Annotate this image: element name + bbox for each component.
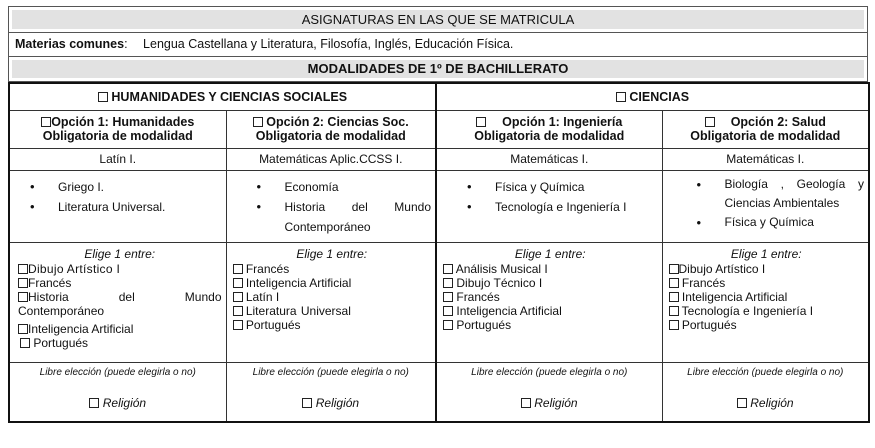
elective-item[interactable] xyxy=(18,336,222,350)
core-cell-2 xyxy=(226,170,436,242)
core-subject: • Literatura Universal. xyxy=(58,197,226,217)
core-subject: • Física y Química xyxy=(725,213,865,232)
elective-checkbox[interactable] xyxy=(233,292,243,302)
free-label: Libre elección (puede elegirla o no) xyxy=(687,366,844,378)
elective-label: Literatura Universal xyxy=(245,303,351,318)
free-cell-3 xyxy=(436,362,662,422)
choose-label-2: Elige 1 entre: xyxy=(296,246,368,261)
common-subjects-row xyxy=(8,33,868,57)
core-subject: • Economía xyxy=(285,177,432,197)
elective-label: Inteligencia Artificial xyxy=(245,275,352,290)
mandatory-4: Matemáticas I. xyxy=(662,148,869,170)
elective-item[interactable] xyxy=(669,318,865,332)
elective-checkbox[interactable] xyxy=(233,264,243,274)
core-subject: • Tecnología e Ingeniería I xyxy=(495,197,662,217)
elective-label: Dibujo Técnico I xyxy=(456,275,543,290)
core-cell-3 xyxy=(436,170,662,242)
elective-item[interactable] xyxy=(669,276,865,290)
option-cell-1 xyxy=(9,110,226,148)
page-title: ASIGNATURAS EN LAS QUE SE MATRICULA xyxy=(12,10,864,29)
free-label: Libre elección (puede elegirla o no) xyxy=(471,366,628,378)
elective-checkbox[interactable] xyxy=(669,292,679,302)
religion-label: Religión xyxy=(534,395,578,410)
elective-checkbox[interactable] xyxy=(443,320,453,330)
elective-label: Portugués xyxy=(681,317,737,332)
elective-label: Inteligencia Artificial xyxy=(681,289,788,304)
electives-cell-1 xyxy=(9,242,226,362)
elective-item[interactable] xyxy=(669,290,865,304)
mandatory-1: Latín I. xyxy=(9,148,226,170)
group-humanities xyxy=(9,83,436,110)
elective-label: Francés xyxy=(245,261,290,276)
option-1-title: Opción 1: Humanidades xyxy=(51,115,195,129)
elective-item[interactable] xyxy=(443,318,658,332)
elective-item[interactable] xyxy=(443,304,658,318)
elective-checkbox[interactable] xyxy=(443,278,453,288)
core-subject: • Biología , Geología y Ciencias Ambientales xyxy=(725,175,865,213)
option-1-checkbox[interactable] xyxy=(41,117,51,127)
elective-label: Dibujo Artístico I xyxy=(678,261,766,276)
religion-checkbox[interactable] xyxy=(302,398,312,408)
option-3-checkbox[interactable] xyxy=(476,117,486,127)
elective-checkbox[interactable] xyxy=(669,306,679,316)
group-sciences-checkbox[interactable] xyxy=(616,92,626,102)
core-subject: • Griego I. xyxy=(58,177,226,197)
electives-cell-2 xyxy=(226,242,436,362)
option-3-subtitle: Obligatoria de modalidad xyxy=(474,129,625,143)
modalities-title: MODALIDADES DE 1º DE BACHILLERATO xyxy=(12,60,864,78)
group-sciences xyxy=(436,83,869,110)
elective-item[interactable] xyxy=(18,276,222,290)
option-4-subtitle: Obligatoria de modalidad xyxy=(690,129,841,143)
elective-item[interactable] xyxy=(669,304,865,318)
religion-checkbox[interactable] xyxy=(737,398,747,408)
option-1-subtitle: Obligatoria de modalidad xyxy=(42,129,193,143)
free-choice-row xyxy=(9,362,869,422)
modalities-bar xyxy=(8,57,868,82)
elective-checkbox[interactable] xyxy=(443,292,453,302)
elective-checkbox[interactable] xyxy=(18,264,28,274)
group-humanities-label: HUMANIDADES Y CIENCIAS SOCIALES xyxy=(111,89,348,104)
elective-label: Inteligencia Artificial xyxy=(456,303,562,318)
elective-item[interactable] xyxy=(443,290,658,304)
elective-item[interactable] xyxy=(18,322,222,336)
elective-item[interactable] xyxy=(233,290,432,304)
elective-label: Historia del Mundo Contemporáneo xyxy=(18,289,222,318)
elective-item[interactable] xyxy=(233,262,432,276)
core-cell-1 xyxy=(9,170,226,242)
common-subjects-text: Lengua Castellana y Literatura, Filosofía, Inglés, Educación Física. xyxy=(143,37,514,51)
religion-item[interactable] xyxy=(227,396,436,410)
religion-checkbox[interactable] xyxy=(89,398,99,408)
elective-item[interactable] xyxy=(443,276,658,290)
mandatory-3: Matemáticas I. xyxy=(436,148,662,170)
core-subjects-row xyxy=(9,170,869,242)
mandatory-2: Matemáticas Aplic.CCSS I. xyxy=(226,148,436,170)
elective-checkbox[interactable] xyxy=(233,278,243,288)
elective-label: Latín I xyxy=(245,289,280,304)
electives-cell-3 xyxy=(436,242,662,362)
elective-checkbox[interactable] xyxy=(18,278,28,288)
free-label: Libre elección (puede elegirla o no) xyxy=(39,366,196,378)
option-3-title: Opción 1: Ingeniería xyxy=(502,115,623,129)
elective-checkbox[interactable] xyxy=(443,264,453,274)
mandatory-row xyxy=(9,148,869,170)
religion-label: Religión xyxy=(750,395,794,410)
free-cell-2 xyxy=(226,362,436,422)
option-title-row xyxy=(9,110,869,148)
elective-checkbox[interactable] xyxy=(20,338,30,348)
choose-label-3: Elige 1 entre: xyxy=(514,246,586,261)
elective-checkbox[interactable] xyxy=(233,306,243,316)
religion-checkbox[interactable] xyxy=(521,398,531,408)
electives-row xyxy=(9,242,869,362)
free-cell-1 xyxy=(9,362,226,422)
option-2-subtitle: Obligatoria de modalidad xyxy=(255,129,406,143)
option-cell-2 xyxy=(226,110,436,148)
religion-label: Religión xyxy=(102,395,147,410)
elective-checkbox[interactable] xyxy=(233,320,243,330)
elective-checkbox[interactable] xyxy=(669,264,679,274)
elective-item[interactable] xyxy=(18,290,222,318)
elective-checkbox[interactable] xyxy=(669,278,679,288)
core-subject: • Física y Química xyxy=(495,177,662,197)
core-subject: • Historia del Mundo Contemporáneo xyxy=(285,197,432,237)
enrollment-form xyxy=(8,6,868,423)
elective-label: Portugués xyxy=(456,317,512,332)
elective-label: Análisis Musical I xyxy=(455,261,548,276)
free-cell-4 xyxy=(662,362,869,422)
elective-item[interactable] xyxy=(233,318,432,332)
title-bar xyxy=(8,6,868,33)
choose-label-1-colon: : xyxy=(151,246,156,261)
elective-label: Inteligencia Artificial xyxy=(28,321,134,336)
elective-label: Francés xyxy=(681,275,726,290)
option-2-title: Opción 2: Ciencias Soc. xyxy=(266,115,409,129)
elective-checkbox[interactable] xyxy=(18,324,28,334)
group-sciences-label: CIENCIAS xyxy=(629,89,690,104)
group-header-row xyxy=(9,83,869,110)
elective-label: Francés xyxy=(28,275,72,290)
elective-checkbox[interactable] xyxy=(18,292,28,302)
elective-item[interactable] xyxy=(669,262,865,276)
option-4-checkbox[interactable] xyxy=(705,117,715,127)
modalities-table xyxy=(8,82,870,423)
religion-item[interactable] xyxy=(663,396,869,410)
elective-item[interactable] xyxy=(233,276,432,290)
group-humanities-checkbox[interactable] xyxy=(98,92,108,102)
electives-cell-4 xyxy=(662,242,869,362)
religion-item[interactable] xyxy=(10,396,226,410)
common-subjects-label: Materias comunes xyxy=(15,37,125,51)
elective-checkbox[interactable] xyxy=(443,306,453,316)
elective-label: Tecnología e Ingeniería I xyxy=(681,303,814,318)
option-2-checkbox[interactable] xyxy=(253,117,263,127)
core-cell-4 xyxy=(662,170,869,242)
free-label: Libre elección (puede elegirla o no) xyxy=(252,366,409,378)
elective-label: Francés xyxy=(456,289,500,304)
common-subjects-colon: : xyxy=(124,37,128,51)
elective-label: Portugués xyxy=(245,317,301,332)
choose-label-4: Elige 1 entre: xyxy=(730,246,802,261)
elective-label: Portugués xyxy=(33,335,89,350)
option-cell-4 xyxy=(662,110,869,148)
religion-label: Religión xyxy=(315,395,360,410)
elective-item[interactable] xyxy=(233,304,432,318)
option-4-title: Opción 2: Salud xyxy=(730,115,826,129)
elective-item[interactable] xyxy=(443,262,658,276)
religion-item[interactable] xyxy=(437,396,662,410)
choose-label-1: Elige 1 entre xyxy=(84,246,152,261)
elective-item[interactable] xyxy=(18,262,222,276)
option-cell-3 xyxy=(436,110,662,148)
elective-checkbox[interactable] xyxy=(669,320,679,330)
elective-label: Dibujo Artístico I xyxy=(28,261,121,276)
